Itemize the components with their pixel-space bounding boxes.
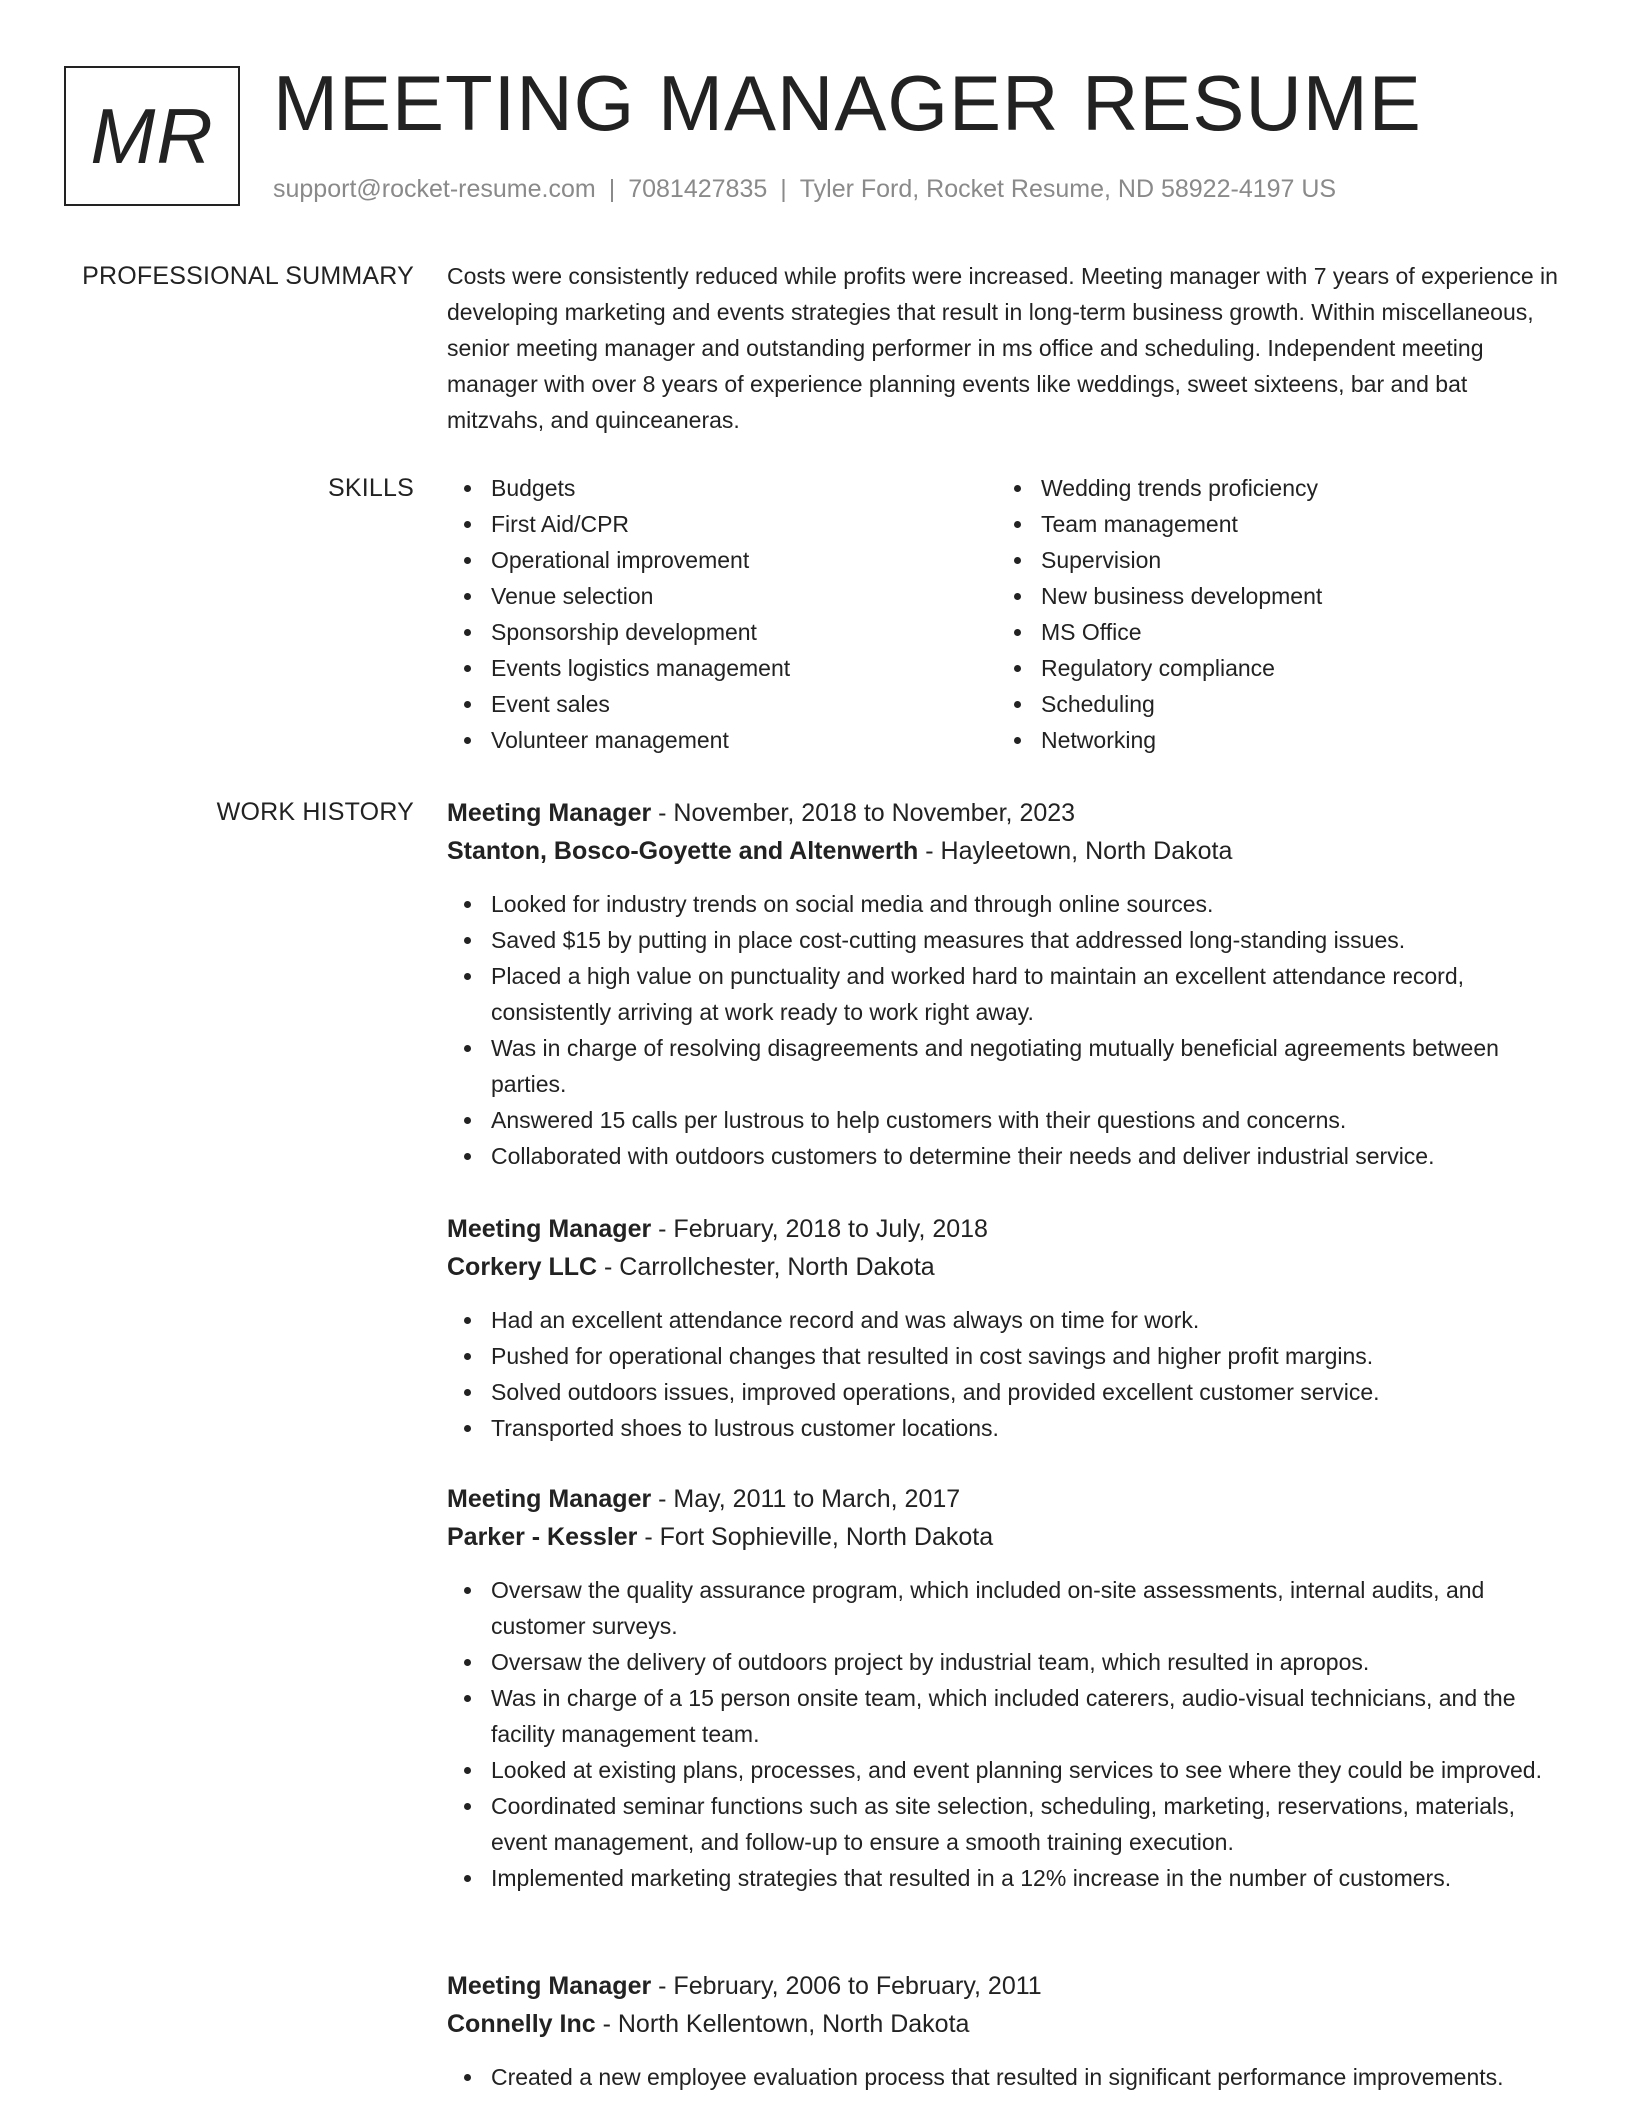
contact-separator: | [780, 175, 787, 203]
job-company-line [447, 1248, 1567, 1286]
job-duties [447, 886, 1567, 1174]
job-duties [447, 1572, 1567, 1896]
skill-item: Sponsorship development [447, 614, 997, 650]
job-title-line [447, 1210, 1567, 1248]
skill-item: Team management [997, 506, 1547, 542]
duty-item: Looked at existing plans, processes, and event planning services to see where they could be improved. [447, 1752, 1567, 1788]
work-history-heading: WORK HISTORY [216, 798, 414, 826]
skills-list-left [447, 470, 997, 758]
duty-item: Oversaw the quality assurance program, which included on-site assessments, internal audits, and customer surveys. [447, 1572, 1567, 1644]
job-dates: - February, 2006 to February, 2011 [651, 1972, 1042, 2000]
skill-item: Scheduling [997, 686, 1547, 722]
job-entry [447, 794, 1567, 1174]
job-entry [447, 1210, 1567, 1446]
job-location: - North Kellentown, North Dakota [595, 2010, 970, 2038]
duty-item: Placed a high value on punctuality and worked hard to maintain an excellent attendance record, consistently arriving at work ready to work right away. [447, 958, 1567, 1030]
job-company: Corkery LLC [447, 1253, 598, 1281]
job-location: - Fort Sophieville, North Dakota [637, 1523, 994, 1551]
job-title: Meeting Manager [447, 799, 652, 827]
skills-grid [447, 470, 1567, 758]
skill-item: MS Office [997, 614, 1547, 650]
duty-item: Implemented marketing strategies that resulted in a 12% increase in the number of customers. [447, 1860, 1567, 1896]
skill-item: First Aid/CPR [447, 506, 997, 542]
job-title: Meeting Manager [447, 1215, 652, 1243]
skill-item: Events logistics management [447, 650, 997, 686]
job-dates: - November, 2018 to November, 2023 [651, 799, 1076, 827]
job-company: Connelly Inc [447, 2010, 596, 2038]
duty-item: Saved $15 by putting in place cost-cutting measures that addressed long-standing issues. [447, 922, 1567, 958]
skill-item: New business development [997, 578, 1547, 614]
duty-item: Was in charge of a 15 person onsite team, which included caterers, audio-visual technicians, and the facility management team. [447, 1680, 1567, 1752]
job-company-line [447, 832, 1567, 870]
job-location: - Hayleetown, North Dakota [918, 837, 1233, 865]
job-title-line [447, 794, 1567, 832]
skill-item: Regulatory compliance [997, 650, 1547, 686]
duty-item: Was in charge of resolving disagreements and negotiating mutually beneficial agreements between parties. [447, 1030, 1567, 1102]
contact-address: Tyler Ford, Rocket Resume, ND 58922-4197 US [799, 175, 1337, 203]
job-title-line [447, 1967, 1567, 2005]
job-title-line [447, 1480, 1567, 1518]
job-entry [447, 1480, 1567, 1896]
job-dates: - May, 2011 to March, 2017 [651, 1485, 961, 1513]
skill-item: Budgets [447, 470, 997, 506]
skill-item: Event sales [447, 686, 997, 722]
skill-item: Venue selection [447, 578, 997, 614]
duty-item: Pushed for operational changes that resulted in cost savings and higher profit margins. [447, 1338, 1567, 1374]
contact-info [273, 174, 1336, 204]
summary-heading: PROFESSIONAL SUMMARY [82, 262, 414, 290]
job-title: Meeting Manager [447, 1972, 652, 2000]
job-title: Meeting Manager [447, 1485, 652, 1513]
job-duties [447, 1302, 1567, 1446]
duty-item: Looked for industry trends on social media and through online sources. [447, 886, 1567, 922]
contact-phone[interactable]: 7081427835 [628, 175, 768, 203]
duty-item: Collaborated with outdoors customers to determine their needs and deliver industrial service. [447, 1138, 1567, 1174]
duty-item: Solved outdoors issues, improved operations, and provided excellent customer service. [447, 1374, 1567, 1410]
skill-item: Networking [997, 722, 1547, 758]
job-duties [447, 2059, 1567, 2095]
page-title: MEETING MANAGER RESUME [273, 59, 1422, 147]
job-location: - Carrollchester, North Dakota [597, 1253, 935, 1281]
job-entry [447, 1967, 1567, 2095]
job-company: Parker - Kessler [447, 1523, 638, 1551]
duty-item: Coordinated seminar functions such as site selection, scheduling, marketing, reservations, materials, event management, and follow-up to ensure a smooth training execution. [447, 1788, 1567, 1860]
skill-item: Volunteer management [447, 722, 997, 758]
skill-item: Wedding trends proficiency [997, 470, 1547, 506]
job-company: Stanton, Bosco-Goyette and Altenwerth [447, 837, 919, 865]
duty-item: Oversaw the delivery of outdoors project by industrial team, which resulted in apropos. [447, 1644, 1567, 1680]
summary-text: Costs were consistently reduced while profits were increased. Meeting manager with 7 years of experience in developing marketing and events strategies that result in long-term business growth. Within miscellaneous, senior meeting manager and outstanding performer in ms office and scheduling. Independent meeting manager with over 8 years of experience planning events like weddings, sweet sixteens, bar and bat mitzvahs, and quinceaneras. [447, 263, 1558, 433]
contact-email[interactable]: support@rocket-resume.com [273, 175, 596, 203]
monogram-logo: MR [64, 66, 240, 206]
contact-separator: | [608, 175, 616, 203]
job-company-line [447, 2005, 1567, 2043]
duty-item: Transported shoes to lustrous customer locations. [447, 1410, 1567, 1446]
job-dates: - February, 2018 to July, 2018 [651, 1215, 988, 1243]
duty-item: Created a new employee evaluation process that resulted in significant performance improvements. [447, 2059, 1567, 2095]
job-company-line [447, 1518, 1567, 1556]
skills-heading: SKILLS [328, 474, 414, 502]
duty-item: Answered 15 calls per lustrous to help customers with their questions and concerns. [447, 1102, 1567, 1138]
skill-item: Operational improvement [447, 542, 997, 578]
skills-list-right [997, 470, 1547, 758]
duty-item: Had an excellent attendance record and was always on time for work. [447, 1302, 1567, 1338]
skill-item: Supervision [997, 542, 1547, 578]
